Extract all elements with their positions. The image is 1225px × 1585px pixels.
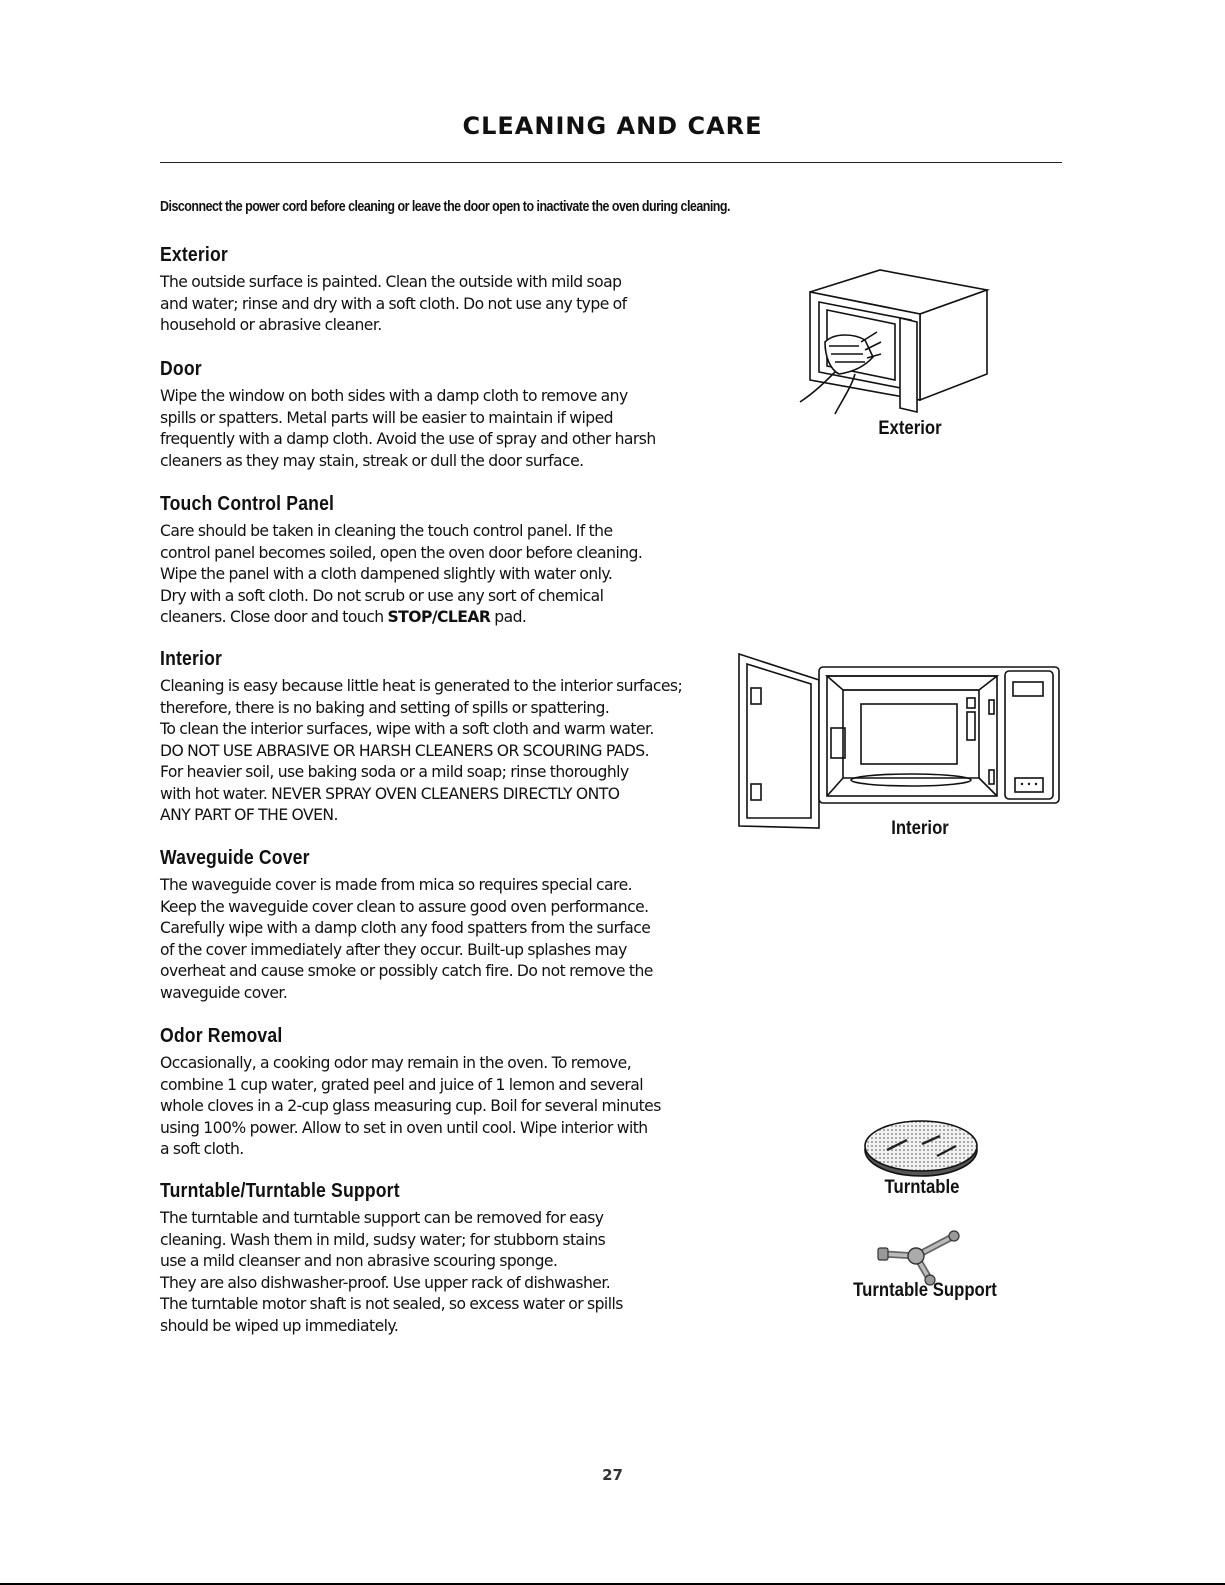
section-heading: Interior — [160, 648, 223, 670]
section-interior — [160, 648, 700, 827]
exterior-caption: Exterior — [878, 418, 942, 439]
section-touch-control-panel — [160, 493, 700, 629]
section-odor-removal — [160, 1025, 700, 1161]
exterior-cleaning-illustration — [795, 262, 1000, 422]
section-heading: Door — [160, 358, 202, 380]
interior-caption: Interior — [891, 818, 949, 839]
section-turntable — [160, 1180, 700, 1337]
section-body: Occasionally, a cooking odor may remain in the oven. To remove, combine 1 cup water, grated peel and juice of 1 lemon and several whole cloves in a 2-cup glass measuring cup. Boil for several minutes using 100% power. Allow to set in oven until cool. Wipe interior with a soft cloth. — [160, 1054, 661, 1158]
turntable-illustration — [862, 1116, 982, 1182]
section-body: Care should be taken in cleaning the touch control panel. If the control panel becomes soiled, open the oven door before cleaning. Wipe the panel with a cloth dampened slightly with water only. Dry with a soft cloth. Do not scrub or use any sort of chemical cleaners. Close door and touch STOP/CLEAR pad. — [160, 522, 643, 626]
section-body: The turntable and turntable support can be removed for easy cleaning. Wash them in mild, sudsy water; for stubborn stains use a mild cleanser and non abrasive scouring sponge. They are also dishwasher-proof. Use upper rack of dishwasher. The turntable motor shaft is not sealed, so excess water or spills should be wiped up immediately. — [160, 1209, 623, 1335]
turntable-caption: Turntable — [884, 1177, 960, 1198]
section-body: Cleaning is easy because little heat is generated to the interior surfaces; therefore, there is no baking and setting of spills or spattering. To clean the interior surfaces, wipe with a soft cloth and warm water. DO NOT USE ABRASIVE OR HARSH CLEANERS OR SCOURING PADS. For heavier soil, use baking soda or a mild soap; rinse thoroughly with hot water. NEVER SPRAY OVEN CLEANERS DIRECTLY ONTO ANY PART OF THE OVEN. — [160, 677, 683, 824]
section-heading: Waveguide Cover — [160, 847, 310, 869]
safety-notice: Disconnect the power cord before cleaning or leave the door open to inactivate the oven during cleaning. — [160, 199, 730, 215]
section-heading: Exterior — [160, 244, 228, 266]
page-title: CLEANING AND CARE — [462, 112, 763, 140]
section-waveguide-cover — [160, 847, 700, 1004]
turntable-support-illustration — [876, 1230, 966, 1286]
interior-illustration — [735, 650, 1065, 835]
section-exterior — [160, 244, 700, 337]
stop-clear-label: STOP/CLEAR — [387, 608, 491, 626]
section-door — [160, 358, 700, 472]
section-body: The waveguide cover is made from mica so requires special care. Keep the waveguide cover clean to assure good oven performance. Carefully wipe with a damp cloth any food spatters from the surface of the cover immediately after they occur. Built-up splashes may overheat and cause smoke or possibly catch fire. Do not remove the waveguide cover. — [160, 876, 653, 1002]
section-body: The outside surface is painted. Clean the outside with mild soap and water; rinse and dry with a soft cloth. Do not use any type of household or abrasive cleaner. — [160, 273, 627, 334]
section-heading: Odor Removal — [160, 1025, 283, 1047]
section-body: Wipe the window on both sides with a damp cloth to remove any spills or spatters. Metal parts will be easier to maintain if wiped frequently with a damp cloth. Avoid the use of spray and other harsh cleaners as they may stain, streak or dull the door surface. — [160, 387, 656, 470]
section-heading: Turntable/Turntable Support — [160, 1180, 400, 1202]
turntable-support-caption: Turntable Support — [853, 1280, 997, 1301]
page-number: 27 — [602, 1466, 623, 1484]
title-divider — [160, 162, 1062, 163]
section-heading: Touch Control Panel — [160, 493, 335, 515]
